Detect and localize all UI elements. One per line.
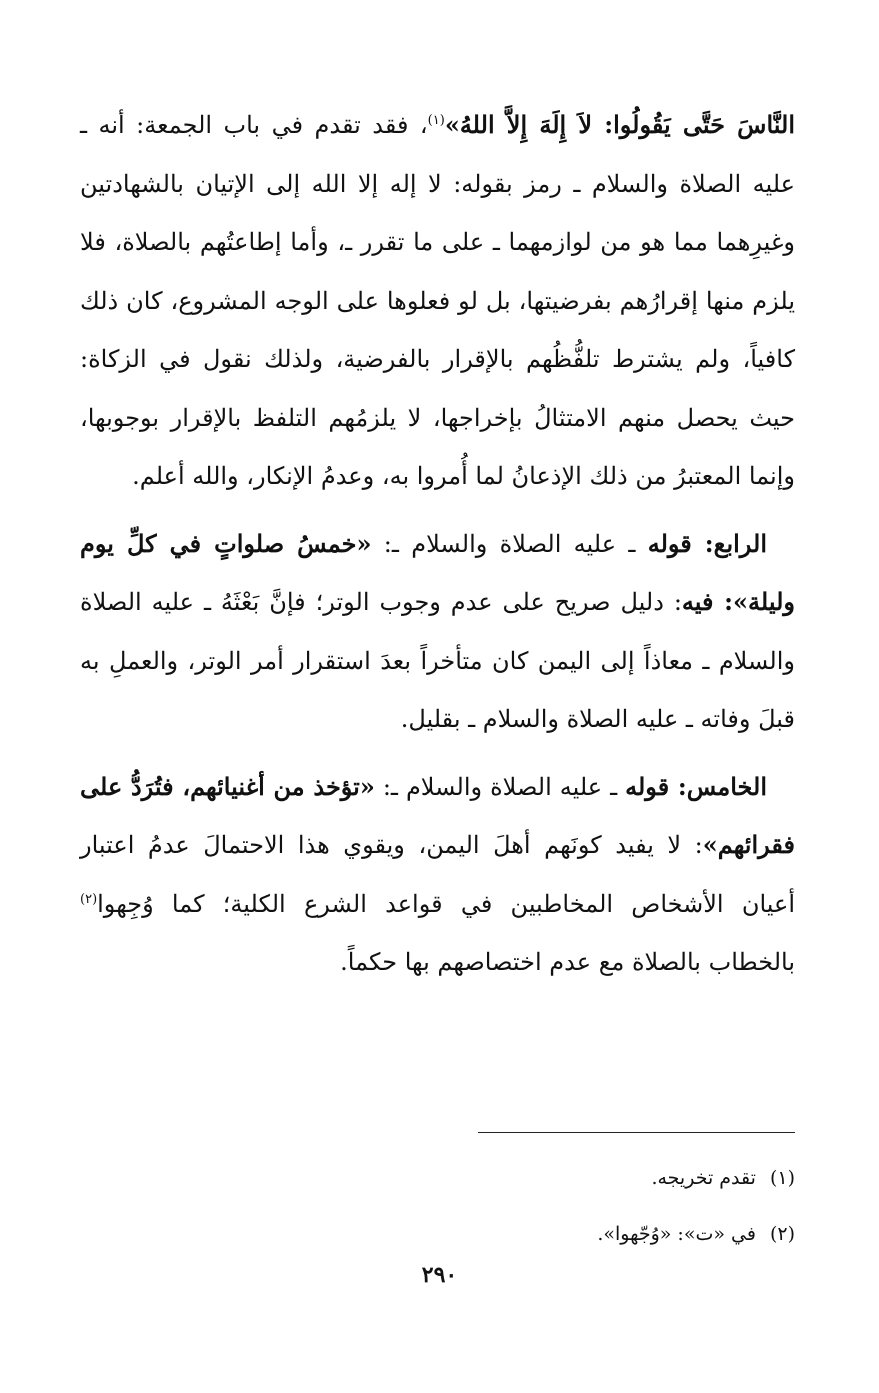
page-number: ٢٩٠ — [421, 1262, 458, 1288]
footnote-text: تقدم تخريجه. — [651, 1167, 756, 1189]
footnote-1 — [80, 1150, 795, 1206]
page-body — [80, 96, 795, 992]
footnote-number: (٢) — [769, 1223, 795, 1245]
footnote-ref-1[interactable]: (١) — [427, 113, 445, 128]
footnote-ref-2[interactable]: (٢) — [80, 891, 98, 907]
section-heading-fifth: الخامس: قوله — [625, 771, 767, 801]
footnote-divider — [478, 1132, 795, 1133]
paragraph-text: بالخطاب بالصلاة مع عدم اختصاصهم بها حكماً. — [340, 948, 795, 976]
hadith-quote: النَّاسَ حَتَّى يَقُولُوا: لاَ إِلَهَ إِلاَّ اللهُ» — [444, 110, 796, 139]
hadith-quote: «تؤخذ من أغنيائهم، فتُرَدُّ على فقرائهم» — [80, 771, 795, 859]
paragraph-text: : لا يفيد كونَهم أهلَ اليمن، ويقوي هذا الاحتمالَ عدمُ اعتبار أعيان الأشخاص المخاطبين في قواعد الشرع الكلية؛ كما وُجِهوا — [80, 831, 795, 918]
footnotes — [80, 1150, 795, 1262]
paragraph-text: ، فقد تقدم في باب الجمعة: أنه ـ عليه الصلاة والسلام ـ رمز بقوله: لا إله إلا الله إلى الإتيان بالشهادتين وغيرِهما مما هو من لوازمهما ـ على ما تقرر ـ، وأما إطاعتُهم بالصلاة، فلا يلزم منها إقرارُهم بفرضيتها، بل لو فعلوها على الوجه المشروع، كان ذلك كافياً، ولم يشترط تلفُّظُهم بالإقرار بالفرضية، ولذلك نقول في الزكاة: حيث يحصل منهم الامتثالُ بإخراجها، لا يلزمُهم التلفظ بالإقرار بوجوبها، وإنما المعتبرُ من ذلك الإذعانُ لما أُمروا به، وعدمُ الإنكار، والله أعلم. — [80, 111, 796, 490]
footnote-2 — [80, 1206, 795, 1262]
honorific-text: ـ عليه الصلاة والسلام ـ: — [374, 772, 626, 801]
paragraph-1 — [80, 96, 795, 506]
footnote-number: (١) — [769, 1167, 795, 1189]
paragraph-2 — [80, 515, 795, 749]
hadith-quote: «خمسُ صلواتٍ في كلِّ يوم وليلة»: فيه — [80, 528, 795, 616]
footnote-text: في «ت»: «وُجّهوا». — [597, 1223, 756, 1245]
honorific-text: ـ عليه الصلاة والسلام ـ: — [371, 529, 648, 558]
section-heading-fourth: الرابع: قوله — [647, 528, 768, 558]
paragraph-text: : دليل صريح على عدم وجوب الوتر؛ فإنَّ بَعْثَهُ ـ عليه الصلاة والسلام ـ معاذاً إلى اليمن كان متأخراً بعدَ استقرار أمر الوتر، والعملِ به قبلَ وفاته ـ عليه الصلاة والسلام ـ بقليل. — [80, 588, 795, 733]
paragraph-3 — [80, 758, 795, 992]
